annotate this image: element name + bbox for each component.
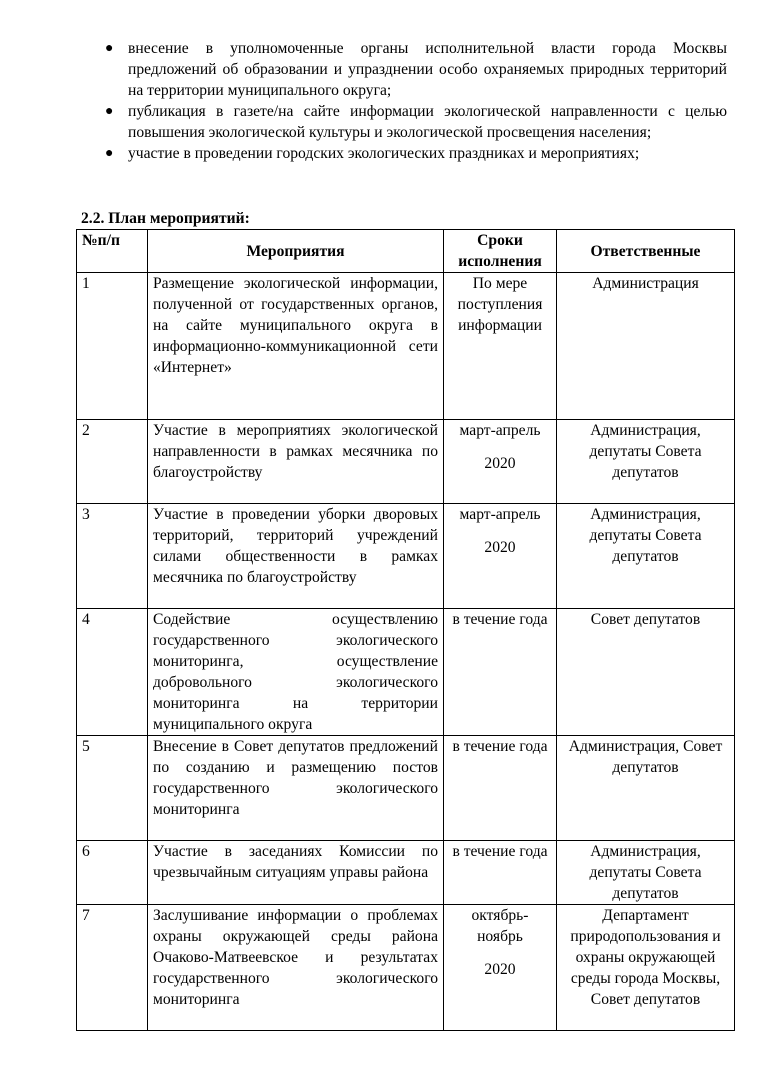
- row-responsible: Администрация: [557, 273, 735, 420]
- bullet-item: [105, 38, 727, 101]
- row-term-text: октябрь-ноябрь: [471, 907, 529, 945]
- row-event: Размещение экологической информации, полученной от государственных органов, на сайте муниципального округа в информационно-коммуникационной сети «Интернет»: [148, 273, 444, 420]
- row-responsible: Администрация, депутаты Совета депутатов: [557, 841, 735, 905]
- plan-table: [76, 229, 735, 1031]
- row-term: [444, 905, 557, 1031]
- row-term: [444, 841, 557, 905]
- row-term-text: По мере поступления информации: [457, 275, 543, 334]
- row-term-year: 2020: [484, 539, 516, 556]
- row-term-text: в течение года: [452, 738, 548, 755]
- bullet-icon: ●: [105, 41, 114, 56]
- row-term: [444, 736, 557, 841]
- row-num: 4: [77, 609, 148, 736]
- table-header-row: [77, 230, 735, 273]
- bullet-item: [105, 101, 727, 143]
- row-event: Заслушивание информации о проблемах охраны окружающей среды района Очаково-Матвеевское и результатах государственного экологического мониторинга: [148, 905, 444, 1031]
- row-term: [444, 609, 557, 736]
- row-responsible: Администрация, депутаты Совета депутатов: [557, 420, 735, 504]
- row-term-text: март-апрель: [459, 506, 541, 523]
- row-event: Участие в мероприятиях экологической направленности в рамках месячника по благоустройству: [148, 420, 444, 504]
- bullet-item: [105, 143, 727, 164]
- row-responsible: Совет депутатов: [557, 609, 735, 736]
- row-term-text: в течение года: [452, 611, 548, 628]
- row-responsible: Администрация, Совет депутатов: [557, 736, 735, 841]
- row-term: [444, 420, 557, 504]
- table-row: [77, 736, 735, 841]
- row-term: [444, 273, 557, 420]
- row-num: 3: [77, 504, 148, 609]
- table-row: [77, 609, 735, 736]
- row-responsible: Администрация, депутаты Совета депутатов: [557, 504, 735, 609]
- row-event: Участие в заседаниях Комиссии по чрезвычайным ситуациям управы района: [148, 841, 444, 905]
- row-responsible: Департамент природопользования и охраны окружающей среды города Москвы, Совет депутатов: [557, 905, 735, 1031]
- header-responsible: Ответственные: [557, 230, 735, 273]
- section-heading: 2.2. План мероприятий:: [81, 210, 250, 227]
- row-term-year: 2020: [484, 961, 516, 978]
- header-term: Сроки исполнения: [444, 230, 557, 273]
- row-term-text: март-апрель: [459, 422, 541, 439]
- table-row: [77, 273, 735, 420]
- row-event: Участие в проведении уборки дворовых территорий, территорий учреждений силами общественности в рамках месячника по благоустройству: [148, 504, 444, 609]
- header-event: Мероприятия: [148, 230, 444, 273]
- row-num: 5: [77, 736, 148, 841]
- bullet-list: [105, 38, 727, 164]
- table-row: [77, 841, 735, 905]
- row-term-text: в течение года: [452, 843, 548, 860]
- bullet-icon: ●: [105, 104, 114, 119]
- row-event: Внесение в Совет депутатов предложений по созданию и размещению постов государственного экологического мониторинга: [148, 736, 444, 841]
- row-num: 6: [77, 841, 148, 905]
- bullet-text: участие в проведении городских экологических праздниках и мероприятиях;: [128, 145, 640, 162]
- row-term: [444, 504, 557, 609]
- table-row: [77, 905, 735, 1031]
- row-event: Содействие осуществлению государственного экологического мониторинга, осуществление добровольного экологического мониторинга на территории муниципального округа: [148, 609, 444, 736]
- bullet-text: внесение в уполномоченные органы исполнительной власти города Москвы предложений об образовании и упразднении особо охраняемых природных территорий на территории муниципального округа;: [128, 40, 727, 99]
- bullet-icon: ●: [105, 146, 114, 161]
- bullet-text: публикация в газете/на сайте информации экологической направленности с целью повышения экологической культуры и экологической просвещения населения;: [128, 103, 727, 141]
- row-num: 1: [77, 273, 148, 420]
- table-row: [77, 504, 735, 609]
- row-term-year: 2020: [484, 455, 516, 472]
- row-num: 2: [77, 420, 148, 504]
- header-num: №п/п: [77, 230, 148, 273]
- table-row: [77, 420, 735, 504]
- row-num: 7: [77, 905, 148, 1031]
